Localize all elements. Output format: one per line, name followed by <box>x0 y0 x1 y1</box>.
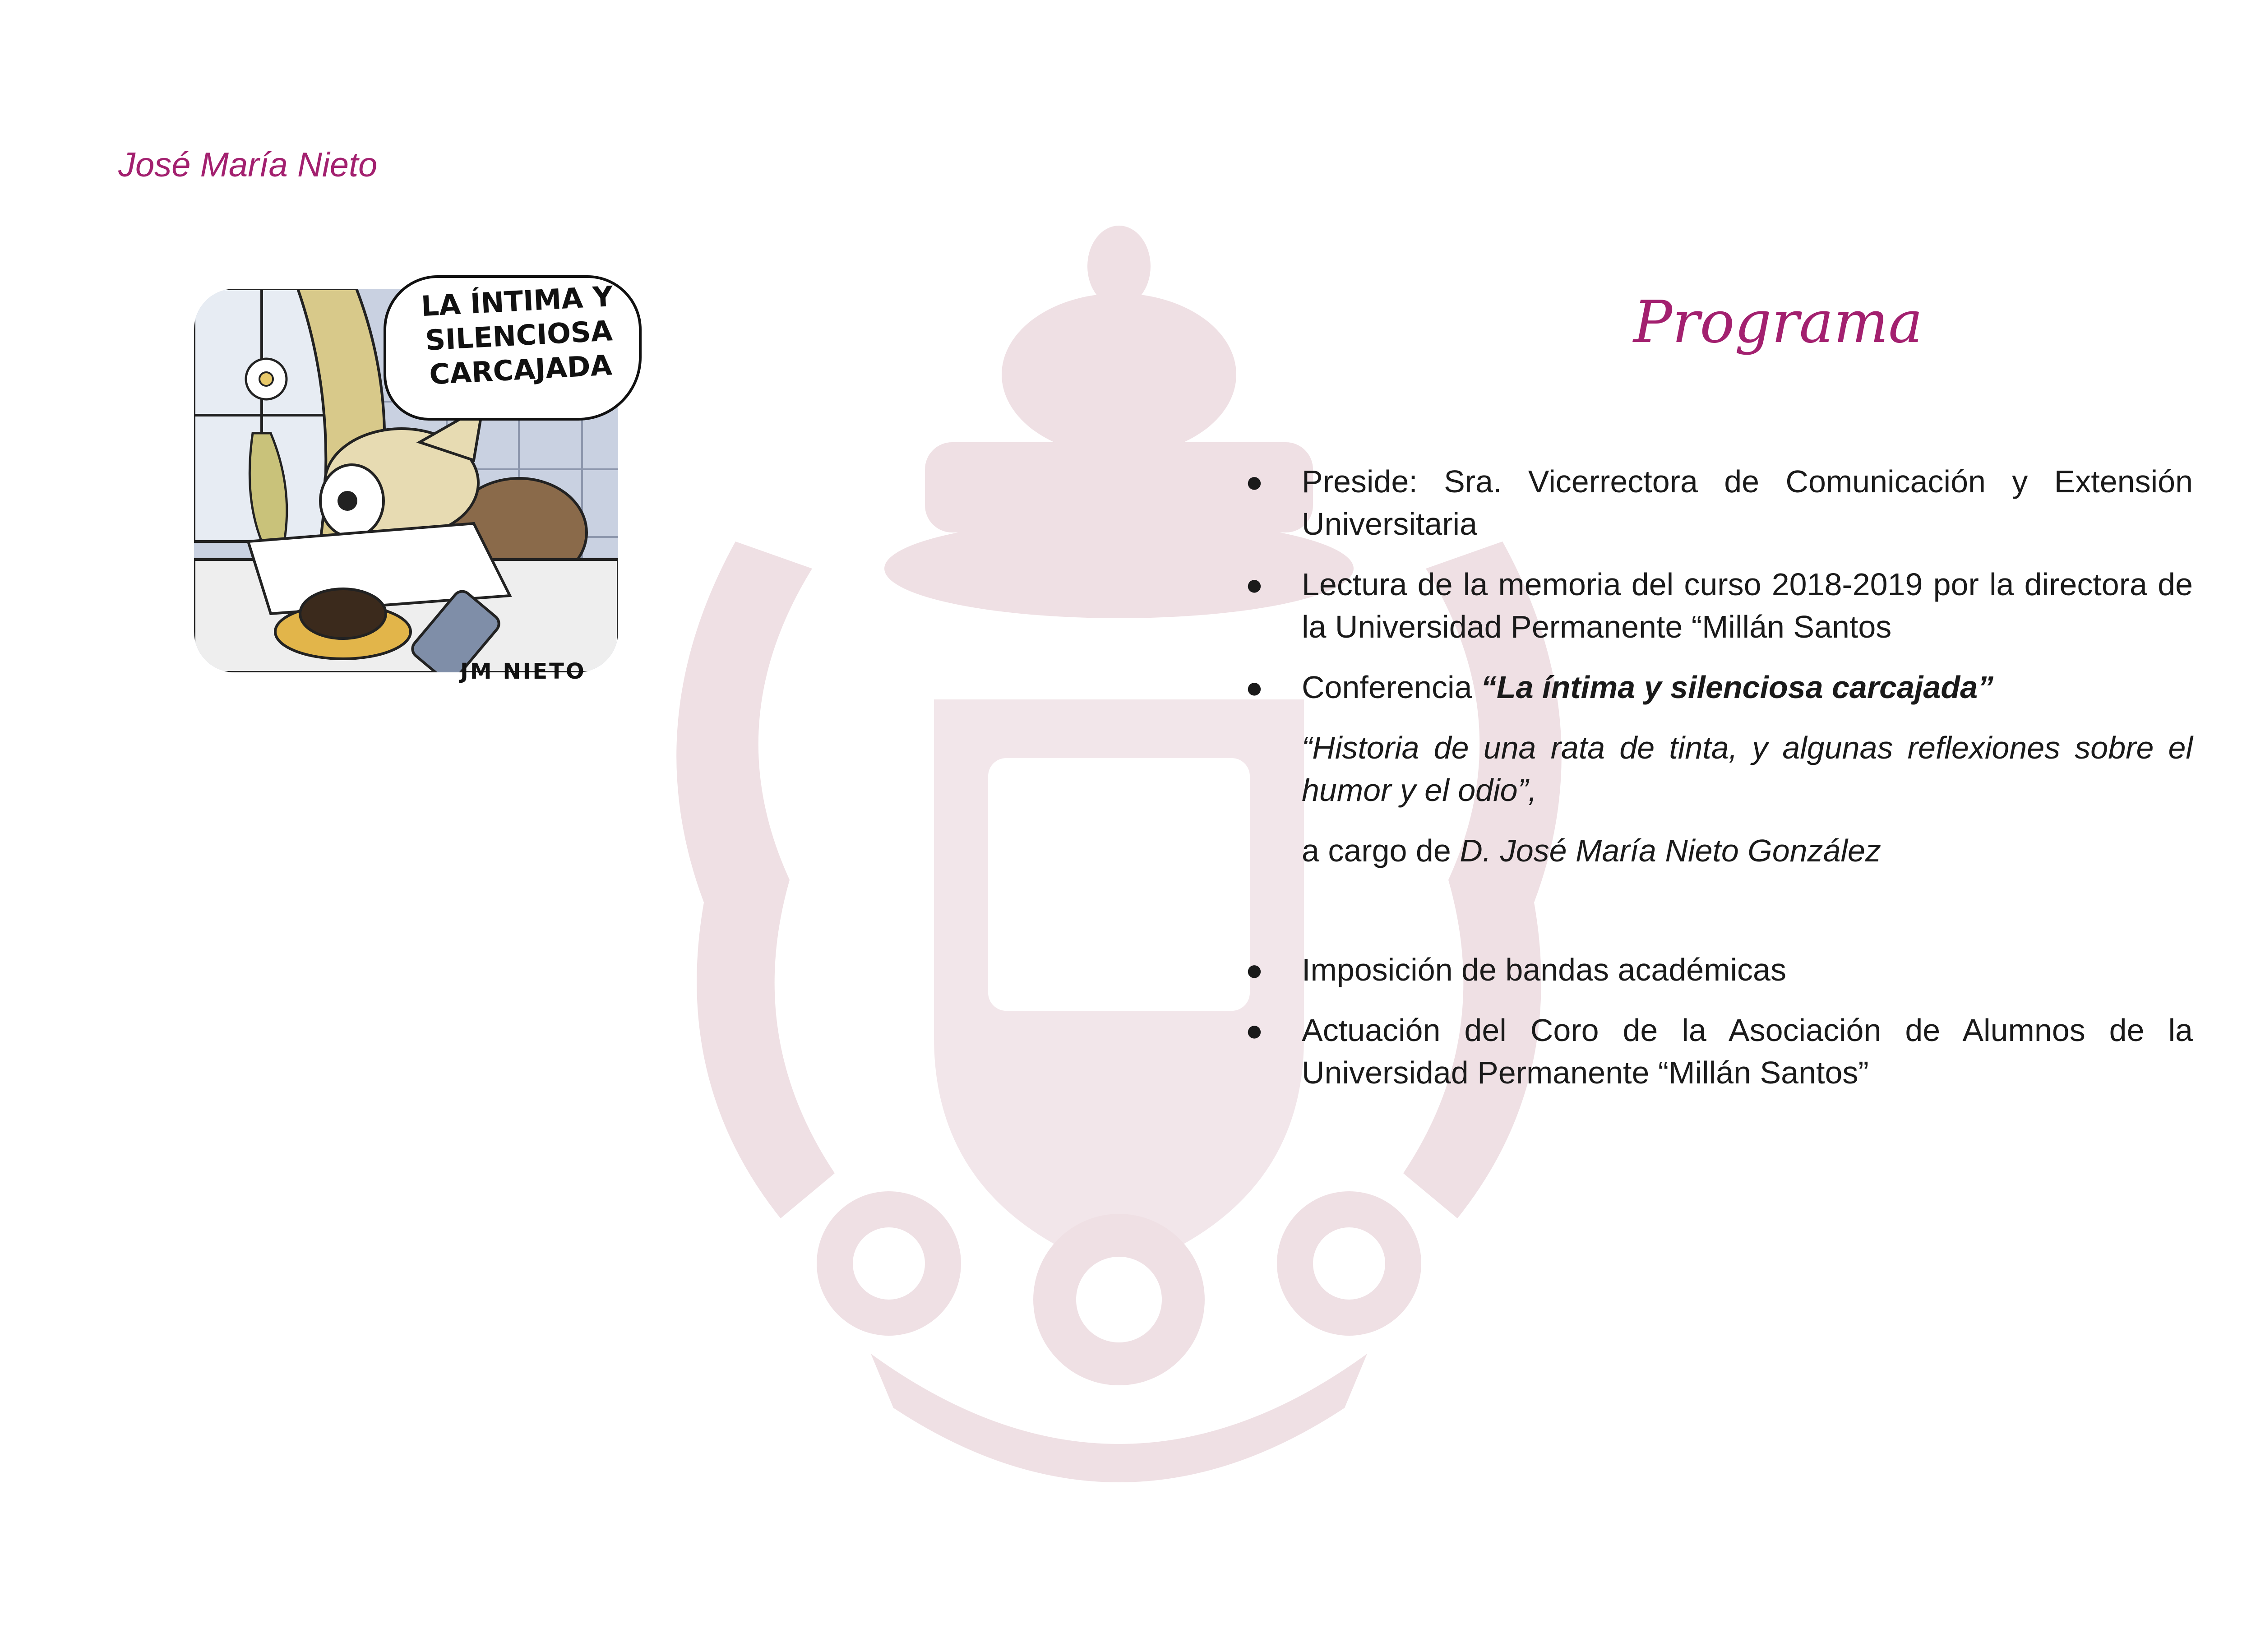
conference-subtitle: “Historia de una rata de tinta, y algunas reflexiones sobre el humor y el odio”, <box>1302 730 2193 808</box>
speech-bubble-text: LA ÍNTIMA Y SILENCIOSA CARCAJADA <box>420 280 614 391</box>
bullet-icon: ● <box>1245 465 1263 498</box>
cartoon-illustration <box>180 271 636 704</box>
bullet-icon: ● <box>1245 1013 1263 1047</box>
list-item <box>1245 949 2193 991</box>
conference-speaker <box>1245 829 2193 872</box>
item-text: Imposición de bandas académicas <box>1302 952 1786 987</box>
program-title: Programa <box>1633 289 1923 356</box>
author-name: José María Nieto <box>118 146 378 184</box>
bullet-icon: ● <box>1245 568 1263 601</box>
speaker-prefix: a cargo de <box>1302 833 1460 868</box>
list-item <box>1245 666 2193 708</box>
program-list <box>1245 460 2193 1112</box>
conference-title: “La íntima y silenciosa carcajada” <box>1480 670 1994 705</box>
bullet-icon: ● <box>1245 953 1263 986</box>
speaker-name: D. José María Nieto González <box>1460 833 1881 868</box>
cartoonist-signature: JM NIETO <box>460 659 586 684</box>
bullet-icon: ● <box>1245 671 1263 704</box>
item-text: Preside: Sra. Vicerrectora de Comunicación y Extensión Universitaria <box>1302 464 2193 541</box>
item-text: Actuación del Coro de la Asociación de Alumnos de la Universidad Permanente “Millán Santos” <box>1302 1013 2193 1090</box>
list-item <box>1245 460 2193 545</box>
list-item <box>1245 1009 2193 1094</box>
conference-prefix: Conferencia <box>1302 670 1481 705</box>
list-item <box>1245 563 2193 648</box>
item-text: Lectura de la memoria del curso 2018-2019 por la directora de la Universidad Permanente “Millán Santos <box>1302 567 2193 644</box>
spacer <box>1245 890 2193 949</box>
